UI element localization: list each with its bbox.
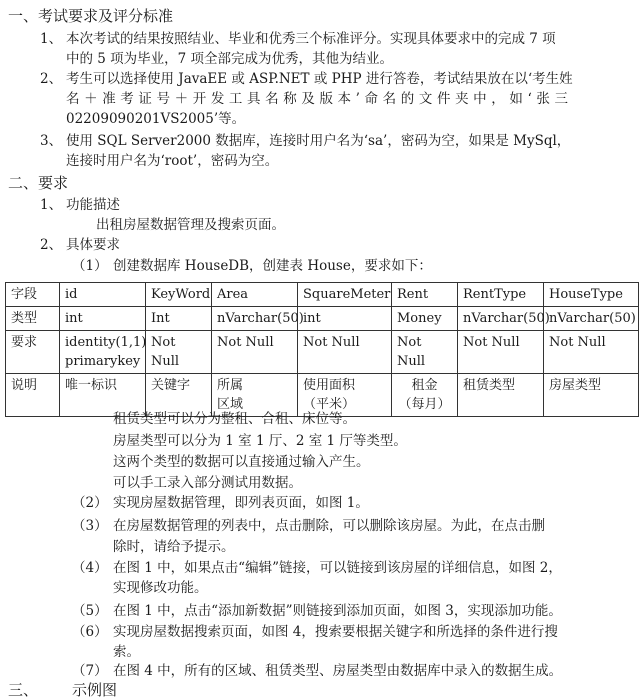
requirement-7-number: （7）	[72, 663, 108, 679]
cell-line: Not Null	[303, 335, 360, 350]
cell-line: identity(1,1)	[65, 335, 147, 350]
table-cell	[146, 331, 212, 374]
table-cell: SquareMeter	[298, 283, 392, 307]
table-cell	[544, 331, 639, 374]
requirement-5-text: 在图 1 中，点击“添加新数据”则链接到添加页面，如图 3，实现添加功能。	[113, 603, 562, 619]
table-cell: Int	[146, 307, 212, 331]
requirement-4-number: （4）	[72, 560, 108, 576]
table-cell	[6, 331, 60, 374]
requirement-2-text: 实现房屋数据管理，即列表页面，如图 1。	[113, 495, 369, 511]
table-cell	[392, 374, 458, 417]
table-cell	[544, 374, 639, 417]
sub-2-number: 2、	[40, 237, 63, 253]
requirement-1-number: （1）	[72, 258, 108, 274]
cell-line: 租金	[411, 378, 438, 393]
table-cell	[60, 331, 146, 374]
table-cell	[6, 374, 60, 417]
requirement-3-number: （3）	[72, 518, 108, 534]
section-1-heading: 一、考试要求及评分标准	[8, 7, 174, 25]
table-cell: int	[60, 307, 146, 331]
requirement-5-number: （5）	[72, 603, 108, 619]
cell-line: primarykey	[65, 354, 141, 369]
table-cell	[298, 331, 392, 374]
table-cell	[458, 331, 544, 374]
note-line: 租赁类型可以分为整租、合租、床位等。	[113, 411, 356, 427]
cell-line: 所属	[217, 378, 244, 393]
table-cell: 类型	[6, 307, 60, 331]
table-cell: nVarchar(50)	[544, 307, 639, 331]
item-2-number: 2、	[40, 71, 63, 87]
item-3-number: 3、	[40, 133, 63, 149]
table-cell: HouseType	[544, 283, 639, 307]
requirement-3-line-2: 除时，请给予提示。	[113, 539, 235, 555]
item-2-line-2: 名＋准考证号＋开发工具名称及版本’命名的文件夹中，如‘张三	[66, 91, 568, 107]
requirement-1-text: 创建数据库 HouseDB，创建表 House，要求如下：	[113, 258, 432, 274]
cell-line: （平米）	[303, 397, 356, 412]
cell-line: Not Null	[151, 335, 180, 369]
table-row-type	[6, 307, 639, 331]
item-1-line-2: 中的 5 项为毕业，7 项全部完成为优秀，其他为结业。	[66, 51, 394, 67]
cell-line: 要求	[11, 335, 38, 350]
note-line: 可以手工录入部分测试用数据。	[113, 475, 302, 491]
sub-1-number: 1、	[40, 197, 63, 213]
cell-line: （每月）	[398, 397, 451, 412]
item-1-line-1: 本次考试的结果按照结业、毕业和优秀三个标准评分。实现具体要求中的完成 7 项	[66, 31, 556, 47]
table-cell: KeyWord	[146, 283, 212, 307]
cell-line: 说明	[11, 378, 38, 393]
sub-1-title: 功能描述	[66, 197, 120, 213]
cell-line: 房屋类型	[549, 378, 602, 393]
table-cell: Area	[212, 283, 298, 307]
table-cell: RentType	[458, 283, 544, 307]
cell-line: Not Null	[397, 335, 426, 369]
cell-line: 关键字	[151, 378, 191, 393]
cell-line: Not Null	[217, 335, 274, 350]
note-line: 这两个类型的数据可以直接通过输入产生。	[113, 454, 370, 470]
item-2-line-1: 考生可以选择使用 JavaEE 或 ASP.NET 或 PHP 进行答卷，考试结果放在以‘考生姓	[66, 71, 573, 87]
cell-line: Not Null	[549, 335, 606, 350]
requirement-6-line-1: 实现房屋数据搜索页面，如图 4，搜索要根据关键字和所选择的条件进行搜	[113, 624, 558, 640]
table-cell	[458, 374, 544, 417]
sub-2-title: 具体要求	[66, 237, 120, 253]
item-1-number: 1、	[40, 31, 63, 47]
table-cell: nVarchar(50)	[212, 307, 298, 331]
table-cell: nVarchar(50)	[458, 307, 544, 331]
table-cell	[212, 331, 298, 374]
cell-line: Not Null	[463, 335, 520, 350]
section-3-number: 三、	[8, 681, 39, 699]
section-2-heading: 二、要求	[8, 174, 69, 192]
table-row-field	[6, 283, 639, 307]
requirement-4-line-1: 在图 1 中，如果点击“编辑”链接，可以链接到该房屋的详细信息，如图 2，	[113, 560, 562, 576]
item-3-line-1: 使用 SQL Server2000 数据库，连接时用户名为‘sa’，密码为空，如果是 MySql，	[66, 133, 571, 149]
cell-line: 租赁类型	[463, 378, 516, 393]
table-cell: Rent	[392, 283, 458, 307]
table-cell: int	[298, 307, 392, 331]
cell-line: 使用面积	[303, 378, 356, 393]
requirement-4-line-2: 实现修改功能。	[113, 580, 208, 596]
sub-1-description: 出租房屋数据管理及搜索页面。	[96, 217, 285, 233]
requirement-6-number: （6）	[72, 624, 108, 640]
requirement-6-line-2: 索。	[113, 644, 140, 660]
item-3-line-2: 连接时用户名为‘root’，密码为空。	[66, 153, 279, 169]
table-row-requirement	[6, 331, 639, 374]
note-line: 房屋类型可以分为 1 室 1 厅、2 室 1 厅等类型。	[113, 433, 407, 449]
table-cell	[392, 331, 458, 374]
requirement-7-text: 在图 4 中，所有的区域、租赁类型、房屋类型由数据库中录入的数据生成。	[113, 663, 563, 679]
requirement-3-line-1: 在房屋数据管理的列表中，点击删除，可以删除该房屋。为此，在点击删	[113, 518, 545, 534]
cell-line: 区域	[217, 397, 244, 412]
house-table-spec	[5, 282, 639, 417]
section-3-heading: 示例图	[72, 681, 118, 699]
cell-line: 唯一标识	[65, 378, 118, 393]
requirement-2-number: （2）	[72, 495, 108, 511]
table-cell: Money	[392, 307, 458, 331]
item-2-line-3: 02209090201VS2005’等。	[66, 111, 246, 127]
table-cell: id	[60, 283, 146, 307]
table-cell: 字段	[6, 283, 60, 307]
